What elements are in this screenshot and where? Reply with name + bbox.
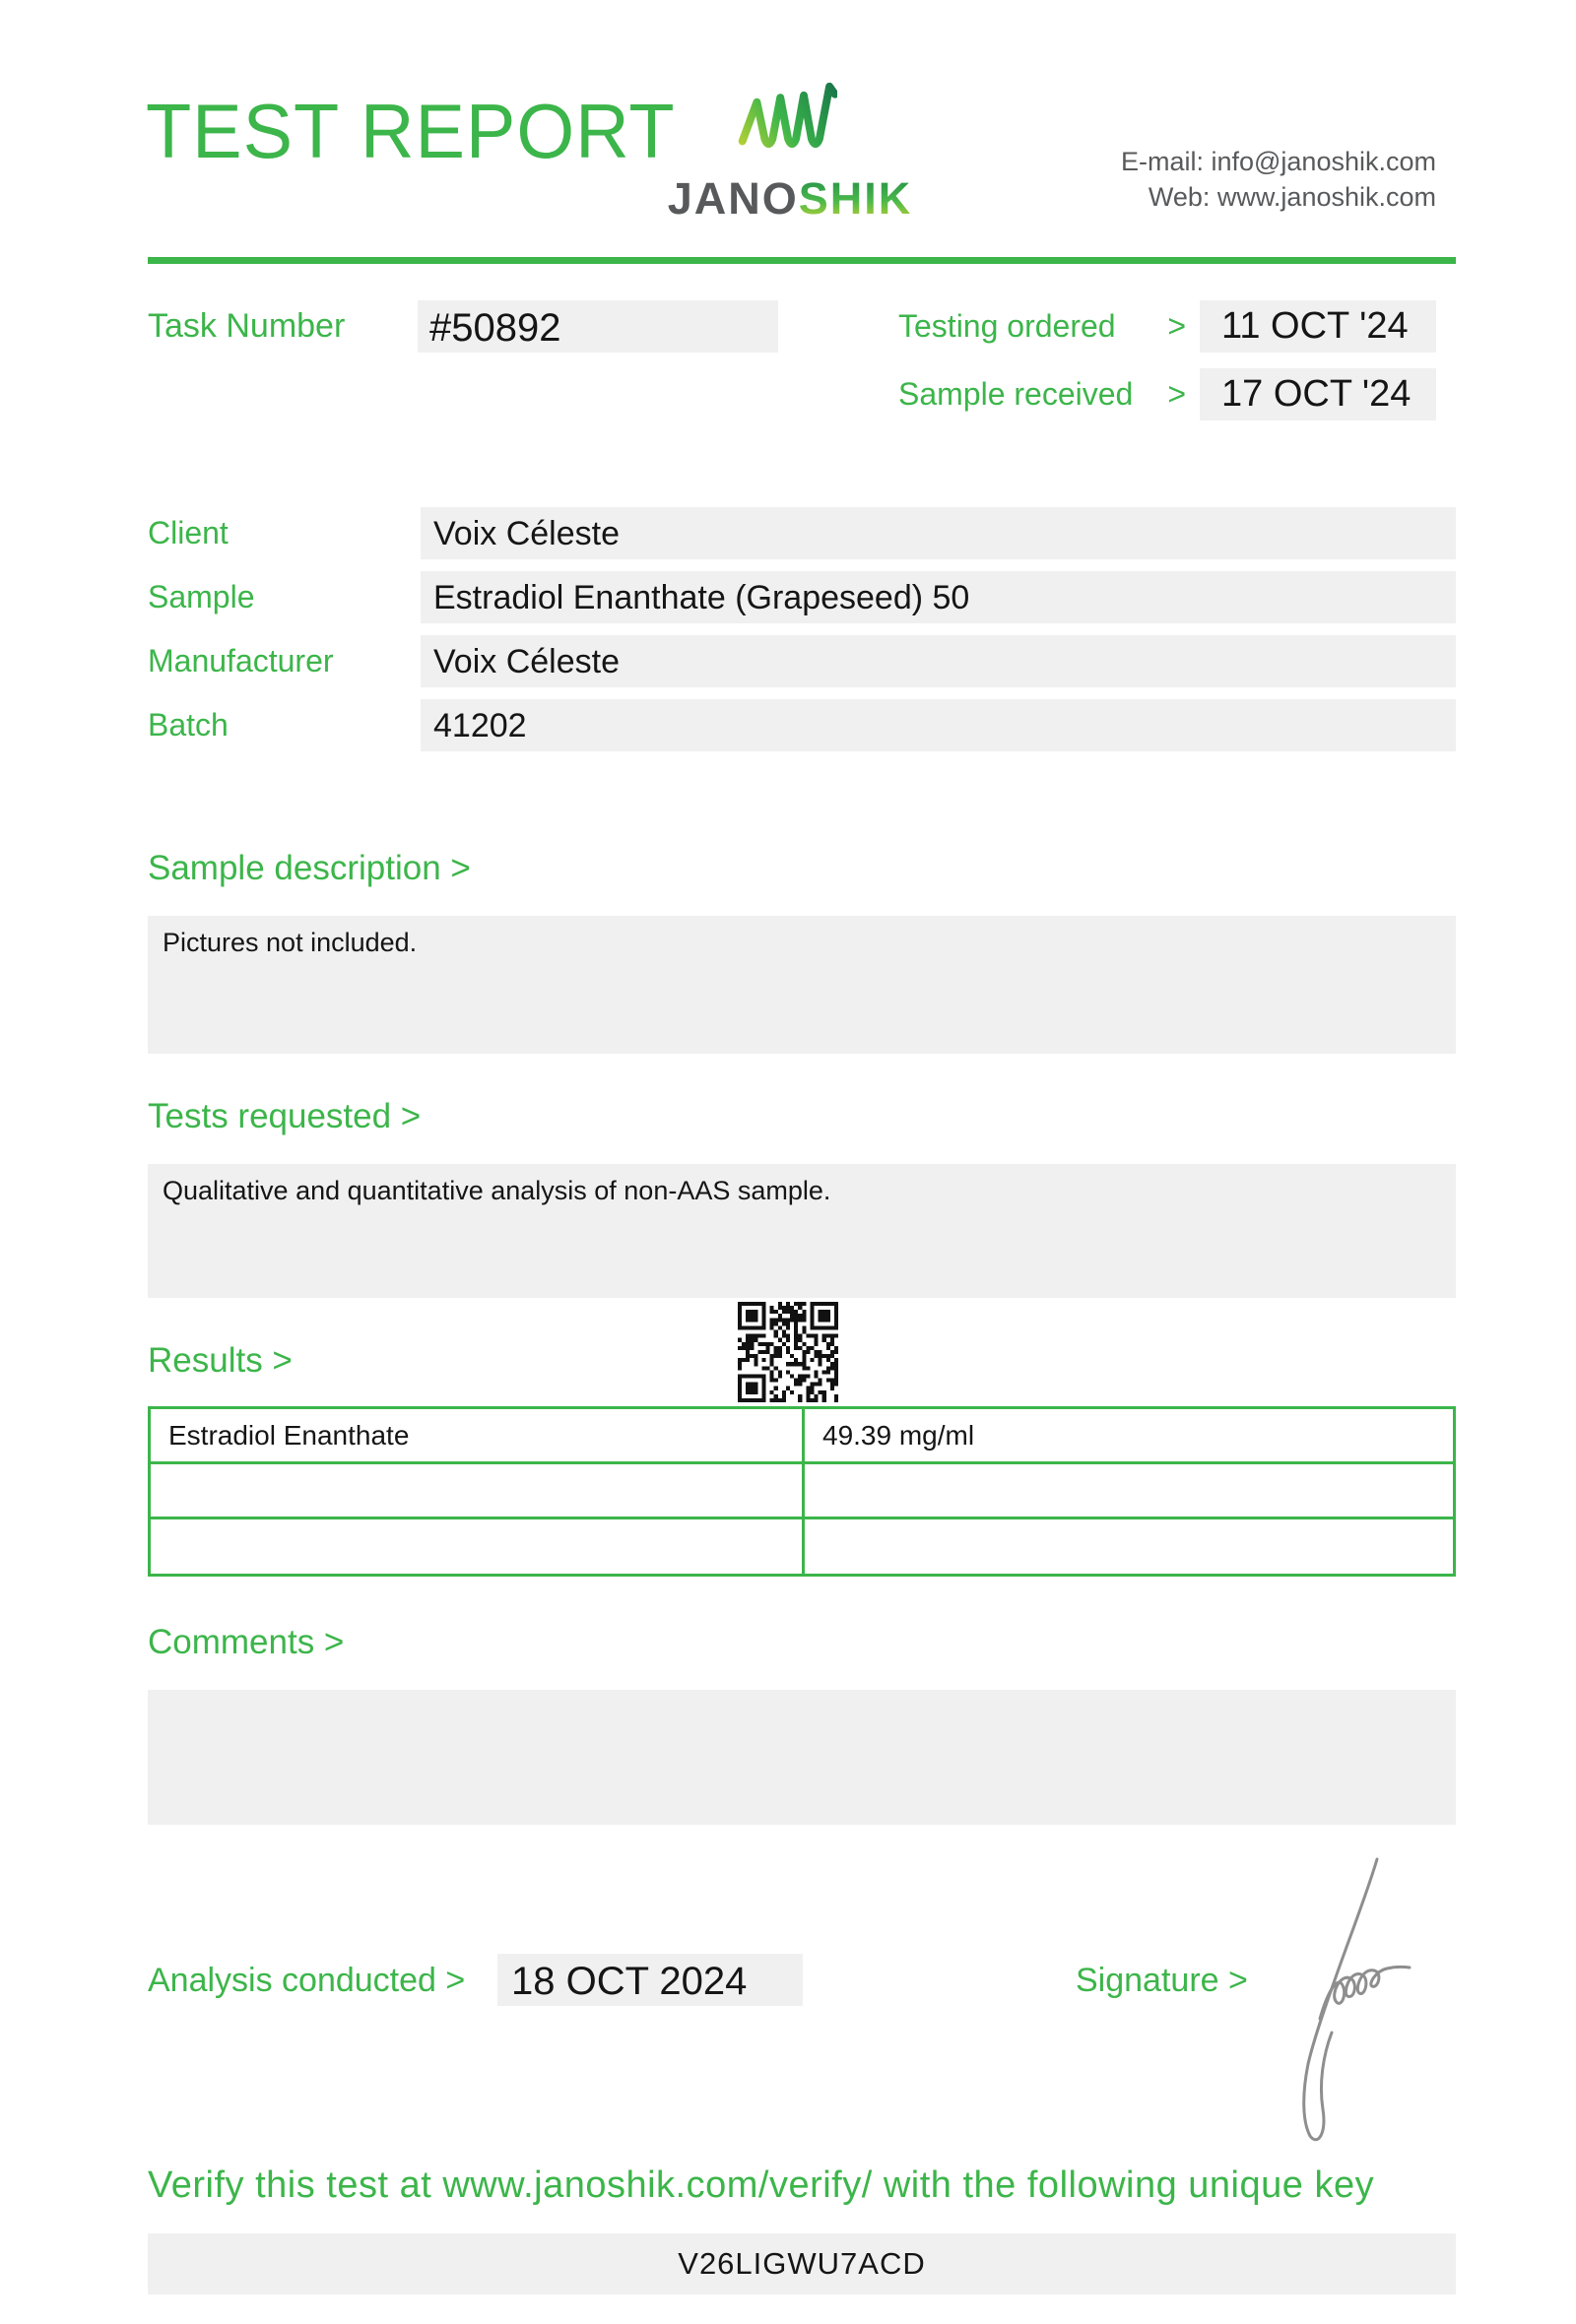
client-row bbox=[148, 507, 1456, 559]
testing-ordered-row bbox=[898, 300, 1436, 353]
email-line: E-mail: info@janoshik.com bbox=[1120, 147, 1436, 176]
result-analyte-cell bbox=[151, 1519, 805, 1575]
table-row bbox=[151, 1409, 1453, 1464]
unique-key-value: V26LIGWU7ACD bbox=[678, 2246, 926, 2281]
tests-requested-text: Qualitative and quantitative analysis of non-AAS sample. bbox=[163, 1176, 831, 1205]
testing-ordered-label: Testing ordered bbox=[898, 308, 1116, 344]
batch-label: Batch bbox=[148, 707, 229, 742]
tests-requested-heading: Tests requested > bbox=[148, 1097, 422, 1135]
arrow-icon: > bbox=[1167, 308, 1186, 344]
client-value: Voix Céleste bbox=[433, 515, 620, 552]
tests-requested-box bbox=[148, 1164, 1456, 1298]
manufacturer-value: Voix Céleste bbox=[433, 643, 620, 680]
signature-image bbox=[1279, 1851, 1448, 2147]
arrow-icon: > bbox=[1167, 376, 1186, 412]
analysis-conducted-label: Analysis conducted > bbox=[148, 1962, 466, 1999]
result-value-cell bbox=[805, 1409, 1453, 1461]
batch-value: 41202 bbox=[433, 707, 527, 744]
page-title: TEST REPORT bbox=[146, 88, 676, 174]
verify-instruction: Verify this test at www.janoshik.com/verify/ with the following unique key bbox=[148, 2164, 1375, 2206]
result-value: 49.39 mg/ml bbox=[822, 1419, 975, 1451]
header-divider bbox=[148, 257, 1456, 264]
unique-key-field bbox=[148, 2233, 1456, 2294]
comments-box bbox=[148, 1690, 1456, 1825]
result-value-cell bbox=[805, 1464, 1453, 1517]
janoshik-chart-logo-icon bbox=[737, 75, 837, 160]
results-table bbox=[148, 1406, 1456, 1577]
results-heading: Results > bbox=[148, 1341, 293, 1380]
logo-jano: JANO bbox=[667, 173, 799, 224]
web-line: Web: www.janoshik.com bbox=[1148, 182, 1436, 212]
batch-field bbox=[421, 699, 1456, 751]
result-analyte-cell bbox=[151, 1464, 805, 1517]
sample-description-text: Pictures not included. bbox=[163, 928, 418, 957]
result-value-cell bbox=[805, 1519, 1453, 1575]
manufacturer-row bbox=[148, 635, 1456, 687]
contact-block bbox=[1121, 144, 1436, 215]
task-number-field bbox=[418, 300, 778, 353]
analysis-date-field bbox=[497, 1954, 803, 2006]
sample-description-heading: Sample description > bbox=[148, 849, 471, 887]
sample-received-label: Sample received bbox=[898, 376, 1134, 412]
task-number-value: #50892 bbox=[429, 306, 561, 350]
comments-heading: Comments > bbox=[148, 1623, 345, 1661]
sample-description-box bbox=[148, 916, 1456, 1054]
result-analyte-cell bbox=[151, 1409, 805, 1461]
testing-ordered-field bbox=[1200, 300, 1436, 353]
result-analyte: Estradiol Enanthate bbox=[168, 1419, 410, 1451]
logo-shik: SHIK bbox=[798, 173, 913, 224]
sample-value: Estradiol Enanthate (Grapeseed) 50 bbox=[433, 579, 970, 616]
testing-ordered-value: 11 OCT '24 bbox=[1221, 305, 1409, 347]
client-label: Client bbox=[148, 515, 229, 550]
sample-label: Sample bbox=[148, 579, 255, 614]
analysis-date-value: 18 OCT 2024 bbox=[511, 1960, 748, 2003]
sample-row bbox=[148, 571, 1456, 623]
manufacturer-label: Manufacturer bbox=[148, 643, 334, 678]
batch-row bbox=[148, 699, 1456, 751]
sample-received-row bbox=[898, 368, 1436, 420]
janoshik-logo-text bbox=[642, 173, 938, 225]
table-row bbox=[151, 1464, 1453, 1519]
task-number-label: Task Number bbox=[148, 307, 346, 345]
sample-received-field bbox=[1200, 368, 1436, 420]
qr-code bbox=[738, 1302, 838, 1402]
signature-label: Signature > bbox=[1076, 1962, 1248, 1999]
table-row bbox=[151, 1519, 1453, 1575]
sample-received-value: 17 OCT '24 bbox=[1221, 373, 1412, 415]
